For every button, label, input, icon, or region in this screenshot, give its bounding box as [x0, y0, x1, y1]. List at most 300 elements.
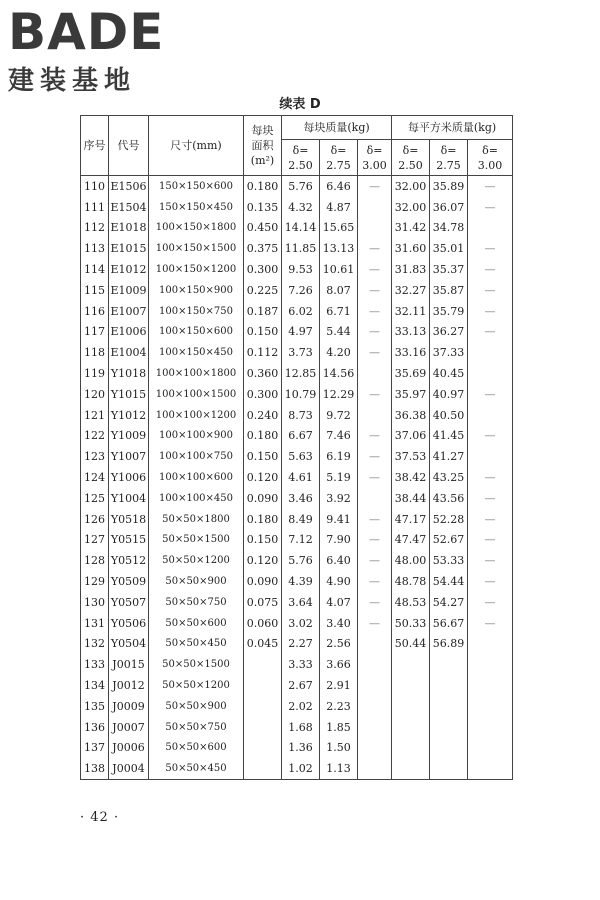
cell-code: E1004 — [109, 342, 149, 363]
table-row — [81, 342, 513, 363]
cell-size: 100×150×1500 — [149, 238, 244, 259]
cell-sqm-250: 47.17 — [392, 509, 430, 530]
table-row — [81, 426, 513, 447]
cell-seq: 137 — [81, 738, 109, 759]
cell-code: Y0507 — [109, 592, 149, 613]
cell-area: 0.060 — [244, 613, 282, 634]
cell-seq: 112 — [81, 218, 109, 239]
cell-size: 50×50×600 — [149, 613, 244, 634]
cell-area: 0.120 — [244, 467, 282, 488]
cell-mass-275: 9.41 — [320, 509, 358, 530]
cell-code: E1006 — [109, 322, 149, 343]
cell-size: 50×50×1800 — [149, 509, 244, 530]
cell-sqm-250: 36.38 — [392, 405, 430, 426]
cell-area: 0.150 — [244, 322, 282, 343]
cell-code: J0015 — [109, 654, 149, 675]
table-row — [81, 696, 513, 717]
cell-mass-250: 10.79 — [282, 384, 320, 405]
cell-mass-300: — — [358, 571, 392, 592]
cell-sqm-275: 36.07 — [430, 197, 468, 218]
cell-sqm-250: 48.53 — [392, 592, 430, 613]
cell-sqm-250: 31.60 — [392, 238, 430, 259]
cell-sqm-275: 35.79 — [430, 301, 468, 322]
cell-mass-250: 12.85 — [282, 363, 320, 384]
cell-code: Y1012 — [109, 405, 149, 426]
cell-area: 0.300 — [244, 259, 282, 280]
cell-code: Y1004 — [109, 488, 149, 509]
table-row — [81, 550, 513, 571]
cell-sqm-300 — [468, 758, 513, 779]
cell-mass-250: 8.73 — [282, 405, 320, 426]
cell-sqm-275: 35.01 — [430, 238, 468, 259]
cell-area: 0.045 — [244, 634, 282, 655]
cell-mass-275: 2.56 — [320, 634, 358, 655]
cell-sqm-300 — [468, 342, 513, 363]
header-thickness: δ= 2.75 — [430, 140, 468, 176]
cell-sqm-300: — — [468, 592, 513, 613]
header-mass-sqm: 每平方米质量(kg) — [392, 116, 513, 140]
header-thickness: δ= 2.50 — [282, 140, 320, 176]
cell-size: 50×50×900 — [149, 696, 244, 717]
cell-sqm-300: — — [468, 613, 513, 634]
cell-mass-250: 6.02 — [282, 301, 320, 322]
cell-sqm-300 — [468, 634, 513, 655]
cell-mass-300 — [358, 218, 392, 239]
table-row — [81, 322, 513, 343]
cell-size: 100×150×450 — [149, 342, 244, 363]
cell-sqm-275 — [430, 675, 468, 696]
cell-size: 50×50×750 — [149, 717, 244, 738]
cell-mass-275: 1.85 — [320, 717, 358, 738]
cell-mass-250: 1.68 — [282, 717, 320, 738]
cell-mass-300: — — [358, 259, 392, 280]
cell-mass-250: 9.53 — [282, 259, 320, 280]
cell-sqm-275: 40.97 — [430, 384, 468, 405]
cell-mass-250: 3.33 — [282, 654, 320, 675]
cell-sqm-275 — [430, 696, 468, 717]
cell-mass-275: 8.07 — [320, 280, 358, 301]
cell-sqm-250: 37.53 — [392, 446, 430, 467]
cell-code: J0009 — [109, 696, 149, 717]
cell-sqm-275: 35.87 — [430, 280, 468, 301]
cell-mass-300: — — [358, 426, 392, 447]
cell-mass-250: 4.32 — [282, 197, 320, 218]
cell-seq: 115 — [81, 280, 109, 301]
cell-sqm-300: — — [468, 488, 513, 509]
table-row — [81, 571, 513, 592]
table-row — [81, 363, 513, 384]
cell-sqm-250: 48.00 — [392, 550, 430, 571]
cell-code: Y1006 — [109, 467, 149, 488]
cell-code: E1018 — [109, 218, 149, 239]
cell-mass-275: 6.19 — [320, 446, 358, 467]
cell-mass-300 — [358, 197, 392, 218]
cell-mass-275: 6.40 — [320, 550, 358, 571]
cell-mass-300 — [358, 675, 392, 696]
table-title: 续表 D — [279, 97, 321, 112]
cell-area — [244, 654, 282, 675]
cell-size: 100×100×750 — [149, 446, 244, 467]
cell-seq: 130 — [81, 592, 109, 613]
table-row — [81, 301, 513, 322]
cell-seq: 136 — [81, 717, 109, 738]
brand-logo — [8, 4, 164, 97]
cell-code: Y0509 — [109, 571, 149, 592]
cell-sqm-250: 32.00 — [392, 197, 430, 218]
cell-seq: 131 — [81, 613, 109, 634]
cell-sqm-250: 47.47 — [392, 530, 430, 551]
cell-area: 0.187 — [244, 301, 282, 322]
cell-area: 0.360 — [244, 363, 282, 384]
cell-sqm-300 — [468, 738, 513, 759]
cell-size: 100×150×1800 — [149, 218, 244, 239]
cell-code: E1015 — [109, 238, 149, 259]
cell-mass-300: — — [358, 342, 392, 363]
cell-sqm-300: — — [468, 176, 513, 197]
cell-sqm-300: — — [468, 259, 513, 280]
cell-size: 100×100×600 — [149, 467, 244, 488]
cell-area: 0.240 — [244, 405, 282, 426]
cell-size: 100×100×1800 — [149, 363, 244, 384]
cell-size: 100×150×750 — [149, 301, 244, 322]
cell-area — [244, 675, 282, 696]
cell-mass-275: 7.46 — [320, 426, 358, 447]
cell-mass-300 — [358, 634, 392, 655]
table-row — [81, 384, 513, 405]
cell-mass-250: 5.76 — [282, 176, 320, 197]
cell-mass-275: 2.91 — [320, 675, 358, 696]
cell-mass-300 — [358, 488, 392, 509]
cell-sqm-250: 50.33 — [392, 613, 430, 634]
cell-sqm-300: — — [468, 550, 513, 571]
cell-mass-275: 14.56 — [320, 363, 358, 384]
header-thickness: δ= 2.50 — [392, 140, 430, 176]
cell-sqm-250: 48.78 — [392, 571, 430, 592]
cell-size: 100×150×1200 — [149, 259, 244, 280]
cell-area: 0.075 — [244, 592, 282, 613]
cell-mass-300: — — [358, 384, 392, 405]
cell-code: Y1007 — [109, 446, 149, 467]
cell-mass-300: — — [358, 550, 392, 571]
cell-mass-250: 6.67 — [282, 426, 320, 447]
table-row — [81, 675, 513, 696]
table-row — [81, 197, 513, 218]
cell-seq: 138 — [81, 758, 109, 779]
cell-mass-300: — — [358, 509, 392, 530]
cell-mass-275: 12.29 — [320, 384, 358, 405]
cell-seq: 135 — [81, 696, 109, 717]
cell-code: Y0515 — [109, 530, 149, 551]
cell-sqm-300 — [468, 654, 513, 675]
cell-size: 50×50×450 — [149, 758, 244, 779]
cell-sqm-300 — [468, 405, 513, 426]
cell-sqm-275: 52.28 — [430, 509, 468, 530]
cell-sqm-300: — — [468, 280, 513, 301]
cell-sqm-275: 37.33 — [430, 342, 468, 363]
header-thickness: δ= 3.00 — [468, 140, 513, 176]
header-area — [244, 116, 282, 176]
cell-area: 0.180 — [244, 509, 282, 530]
cell-mass-300: — — [358, 530, 392, 551]
cell-code: Y0506 — [109, 613, 149, 634]
cell-sqm-250: 31.83 — [392, 259, 430, 280]
cell-mass-275: 7.90 — [320, 530, 358, 551]
cell-code: J0007 — [109, 717, 149, 738]
cell-mass-250: 2.67 — [282, 675, 320, 696]
cell-mass-300 — [358, 758, 392, 779]
cell-mass-250: 1.02 — [282, 758, 320, 779]
cell-sqm-300 — [468, 218, 513, 239]
cell-mass-300: — — [358, 592, 392, 613]
cell-seq: 124 — [81, 467, 109, 488]
cell-size: 50×50×450 — [149, 634, 244, 655]
cell-seq: 111 — [81, 197, 109, 218]
cell-mass-250: 1.36 — [282, 738, 320, 759]
header-area-line2: 面积 — [251, 139, 274, 152]
cell-sqm-300: — — [468, 467, 513, 488]
cell-size: 100×100×1500 — [149, 384, 244, 405]
cell-size: 150×150×600 — [149, 176, 244, 197]
cell-mass-275: 3.40 — [320, 613, 358, 634]
cell-sqm-300 — [468, 446, 513, 467]
cell-area: 0.090 — [244, 571, 282, 592]
cell-seq: 127 — [81, 530, 109, 551]
cell-sqm-300: — — [468, 571, 513, 592]
cell-mass-300 — [358, 654, 392, 675]
header-mass-block: 每块质量(kg) — [282, 116, 392, 140]
cell-mass-300 — [358, 717, 392, 738]
cell-sqm-300: — — [468, 301, 513, 322]
cell-seq: 134 — [81, 675, 109, 696]
cell-sqm-250 — [392, 717, 430, 738]
cell-sqm-300: — — [468, 509, 513, 530]
cell-sqm-250 — [392, 654, 430, 675]
cell-mass-275: 9.72 — [320, 405, 358, 426]
cell-mass-300: — — [358, 613, 392, 634]
cell-mass-275: 1.50 — [320, 738, 358, 759]
cell-sqm-275: 41.45 — [430, 426, 468, 447]
cell-sqm-300 — [468, 675, 513, 696]
cell-sqm-250: 32.27 — [392, 280, 430, 301]
cell-sqm-275 — [430, 717, 468, 738]
header-area-line1: 每块 — [251, 124, 274, 137]
cell-mass-250: 7.12 — [282, 530, 320, 551]
cell-mass-275: 4.87 — [320, 197, 358, 218]
header-code: 代号 — [109, 116, 149, 176]
cell-sqm-300: — — [468, 322, 513, 343]
header-seq: 序号 — [81, 116, 109, 176]
table-row — [81, 509, 513, 530]
header-thickness: δ= 2.75 — [320, 140, 358, 176]
cell-mass-250: 2.27 — [282, 634, 320, 655]
table-row — [81, 176, 513, 197]
cell-code: Y1018 — [109, 363, 149, 384]
cell-sqm-275: 54.44 — [430, 571, 468, 592]
cell-seq: 116 — [81, 301, 109, 322]
cell-code: E1012 — [109, 259, 149, 280]
table-row — [81, 758, 513, 779]
header-size: 尺寸(mm) — [149, 116, 244, 176]
cell-mass-250: 5.63 — [282, 446, 320, 467]
cell-seq: 122 — [81, 426, 109, 447]
cell-mass-300: — — [358, 446, 392, 467]
table-body — [81, 176, 513, 780]
cell-code: Y1009 — [109, 426, 149, 447]
data-table — [80, 115, 513, 780]
cell-sqm-300 — [468, 717, 513, 738]
logo-subtitle: 建装基地 — [8, 66, 137, 96]
cell-mass-250: 3.73 — [282, 342, 320, 363]
cell-sqm-300: — — [468, 197, 513, 218]
cell-mass-300: — — [358, 301, 392, 322]
cell-mass-300 — [358, 738, 392, 759]
cell-mass-250: 3.64 — [282, 592, 320, 613]
cell-size: 50×50×600 — [149, 738, 244, 759]
cell-size: 100×100×450 — [149, 488, 244, 509]
cell-sqm-275: 40.45 — [430, 363, 468, 384]
cell-sqm-250 — [392, 738, 430, 759]
cell-mass-275: 3.92 — [320, 488, 358, 509]
cell-mass-275: 6.46 — [320, 176, 358, 197]
cell-sqm-250: 33.16 — [392, 342, 430, 363]
cell-mass-300 — [358, 405, 392, 426]
cell-sqm-275: 56.89 — [430, 634, 468, 655]
cell-sqm-300 — [468, 696, 513, 717]
cell-mass-300: — — [358, 238, 392, 259]
cell-mass-275: 10.61 — [320, 259, 358, 280]
cell-mass-275: 4.07 — [320, 592, 358, 613]
page-number: · 42 · — [80, 810, 120, 825]
cell-sqm-250: 37.06 — [392, 426, 430, 447]
cell-seq: 121 — [81, 405, 109, 426]
cell-area: 0.450 — [244, 218, 282, 239]
cell-sqm-250: 32.11 — [392, 301, 430, 322]
table-row — [81, 280, 513, 301]
cell-sqm-300: — — [468, 384, 513, 405]
cell-mass-275: 13.13 — [320, 238, 358, 259]
cell-mass-250: 4.39 — [282, 571, 320, 592]
cell-sqm-250: 35.69 — [392, 363, 430, 384]
cell-area: 0.180 — [244, 426, 282, 447]
cell-mass-275: 15.65 — [320, 218, 358, 239]
cell-sqm-250: 50.44 — [392, 634, 430, 655]
cell-seq: 117 — [81, 322, 109, 343]
cell-size: 100×150×600 — [149, 322, 244, 343]
cell-code: E1504 — [109, 197, 149, 218]
cell-size: 50×50×750 — [149, 592, 244, 613]
cell-seq: 125 — [81, 488, 109, 509]
cell-mass-275: 6.71 — [320, 301, 358, 322]
table-row — [81, 259, 513, 280]
cell-area: 0.300 — [244, 384, 282, 405]
cell-seq: 120 — [81, 384, 109, 405]
table-row — [81, 592, 513, 613]
cell-mass-250: 3.46 — [282, 488, 320, 509]
cell-sqm-250: 32.00 — [392, 176, 430, 197]
cell-seq: 119 — [81, 363, 109, 384]
cell-sqm-250: 33.13 — [392, 322, 430, 343]
table-row — [81, 613, 513, 634]
cell-size: 100×100×900 — [149, 426, 244, 447]
cell-mass-300: — — [358, 176, 392, 197]
cell-mass-300: — — [358, 322, 392, 343]
cell-sqm-300: — — [468, 238, 513, 259]
cell-mass-275: 5.19 — [320, 467, 358, 488]
cell-size: 100×150×900 — [149, 280, 244, 301]
cell-code: J0004 — [109, 758, 149, 779]
cell-seq: 126 — [81, 509, 109, 530]
cell-sqm-275 — [430, 758, 468, 779]
cell-sqm-275: 56.67 — [430, 613, 468, 634]
cell-mass-300: — — [358, 280, 392, 301]
cell-mass-250: 7.26 — [282, 280, 320, 301]
table-row — [81, 717, 513, 738]
cell-mass-275: 1.13 — [320, 758, 358, 779]
cell-mass-250: 4.97 — [282, 322, 320, 343]
cell-mass-250: 5.76 — [282, 550, 320, 571]
cell-sqm-275 — [430, 654, 468, 675]
cell-sqm-250: 35.97 — [392, 384, 430, 405]
table-row — [81, 634, 513, 655]
cell-seq: 114 — [81, 259, 109, 280]
table-row — [81, 446, 513, 467]
cell-code: E1009 — [109, 280, 149, 301]
table-row — [81, 467, 513, 488]
cell-mass-275: 2.23 — [320, 696, 358, 717]
cell-sqm-250 — [392, 675, 430, 696]
logo-wordmark: BADE — [8, 3, 165, 61]
table-row — [81, 530, 513, 551]
cell-mass-300: — — [358, 467, 392, 488]
cell-area: 0.135 — [244, 197, 282, 218]
cell-area: 0.225 — [244, 280, 282, 301]
cell-mass-275: 5.44 — [320, 322, 358, 343]
cell-mass-300 — [358, 363, 392, 384]
cell-mass-250: 11.85 — [282, 238, 320, 259]
cell-seq: 113 — [81, 238, 109, 259]
cell-size: 50×50×1500 — [149, 530, 244, 551]
cell-area: 0.180 — [244, 176, 282, 197]
cell-mass-250: 14.14 — [282, 218, 320, 239]
cell-sqm-275: 41.27 — [430, 446, 468, 467]
cell-code: Y0518 — [109, 509, 149, 530]
cell-sqm-275: 35.89 — [430, 176, 468, 197]
cell-size: 150×150×450 — [149, 197, 244, 218]
cell-code: Y1015 — [109, 384, 149, 405]
cell-seq: 132 — [81, 634, 109, 655]
cell-sqm-275: 54.27 — [430, 592, 468, 613]
cell-mass-250: 2.02 — [282, 696, 320, 717]
cell-sqm-275: 35.37 — [430, 259, 468, 280]
cell-sqm-275: 34.78 — [430, 218, 468, 239]
cell-code: E1007 — [109, 301, 149, 322]
cell-sqm-275: 43.25 — [430, 467, 468, 488]
table-row — [81, 218, 513, 239]
cell-size: 100×100×1200 — [149, 405, 244, 426]
cell-code: E1506 — [109, 176, 149, 197]
cell-area: 0.090 — [244, 488, 282, 509]
cell-area — [244, 758, 282, 779]
cell-mass-275: 3.66 — [320, 654, 358, 675]
cell-sqm-250: 38.42 — [392, 467, 430, 488]
cell-code: Y0512 — [109, 550, 149, 571]
cell-size: 50×50×1500 — [149, 654, 244, 675]
cell-sqm-275: 52.67 — [430, 530, 468, 551]
cell-size: 50×50×1200 — [149, 675, 244, 696]
cell-area: 0.150 — [244, 446, 282, 467]
cell-area — [244, 717, 282, 738]
table-row — [81, 738, 513, 759]
